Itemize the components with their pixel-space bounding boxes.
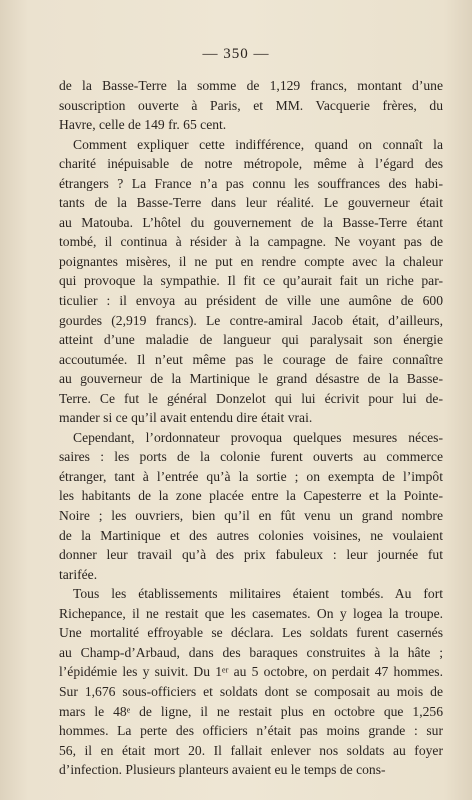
text-line: au Matouba. L’hôtel du gouvernement de la Basse-Terre étant: [59, 214, 443, 230]
text-line: Noire ; les ouvriers, bien qu’il en fût venu un grand nombre: [59, 508, 443, 524]
page-number: — 350 —: [202, 46, 270, 62]
text-line: tants de la Basse-Terre dans leur réalité. Le gouverneur était: [59, 195, 443, 211]
text-line: de la Basse-Terre la somme de 1,129 francs, montant d’une: [59, 78, 443, 93]
text-line: Terre. Ce fut le général Donzelot qui lui écrivit pour lui de-: [59, 390, 443, 406]
text-line: de la Martinique et des autres colonies voisines, ne voulaient: [59, 527, 443, 543]
text-line: Cependant, l’ordonnateur provoqua quelques mesures néces-: [73, 429, 443, 445]
text-line: accoutumée. Il n’eut même pas le courage de faire connaître: [59, 351, 443, 367]
text-line: hommes. La perte des officiers n’était pas moins grande : sur: [59, 723, 443, 739]
text-line: 56, il en était mort 20. Il fallait enlever nos soldats au foyer: [59, 742, 443, 758]
body-text: [59, 76, 443, 780]
text-line: Comment expliquer cette indifférence, quand on connaît la: [73, 136, 443, 152]
text-line: mars le 48ᵉ de ligne, il ne restait plus en octobre que 1,256: [59, 703, 443, 719]
text-line: étrangers ? La France n’a pas connu les souffrances des habi-: [59, 175, 443, 191]
text-line: atteint d’une maladie de langueur qui paralysait son énergie: [59, 332, 443, 348]
text-line: gourdes (2,919 francs). Le contre-amiral Jacob était, d’ailleurs,: [59, 312, 443, 328]
text-line: étranger, tant à l’entrée qu’à la sortie ; on exempta de l’impôt: [59, 468, 443, 484]
text-line: Havre, celle de 149 fr. 65 cent.: [59, 117, 227, 133]
text-line: mander si ce qu’il avait entendu dire était vrai.: [59, 410, 313, 426]
text-line: qui provoque la sympathie. Il fit ce qu’aurait fait un riche par-: [59, 273, 443, 289]
text-line: au gouverneur de la Martinique le grand désastre de la Basse-: [59, 371, 443, 387]
text-line: les habitants de la zone placée entre la Capesterre et la Pointe-: [59, 488, 443, 504]
text-line: l’épidémie les y suivit. Du 1ᵉʳ au 5 octobre, on perdait 47 hommes.: [59, 664, 443, 680]
text-line: Sur 1,676 sous-officiers et soldats dont se composait au mois de: [59, 683, 443, 699]
text-line: Richepance, il ne restait que les casemates. On y logea la troupe.: [59, 605, 443, 621]
text-line: charité inépuisable de notre métropole, même à l’égard des: [59, 156, 443, 172]
text-line: au Champ-d’Arbaud, dans des baraques construites à la hâte ;: [59, 644, 443, 660]
text-line: tarifée.: [59, 566, 98, 582]
text-line: donner leur travail qu’à des prix fabuleux : leur journée fut: [59, 547, 443, 563]
text-line: souscription ouverte à Paris, et MM. Vacquerie frères, du: [59, 97, 443, 113]
text-line: poignantes misères, il ne put en rendre compte avec la chaleur: [59, 253, 443, 269]
text-line: saires : les ports de la colonie furent ouverts au commerce: [59, 449, 443, 465]
text-line: d’infection. Plusieurs planteurs avaient eu le temps de cons-: [59, 762, 386, 778]
text-line: tombé, il continua à résider à la campagne. Ne voyant pas de: [59, 234, 443, 250]
text-line: Une mortalité effroyable se déclara. Les soldats furent casernés: [59, 625, 443, 641]
text-line: ticulier : il envoya au président de ville une aumône de 600: [59, 293, 443, 309]
text-line: Tous les établissements militaires étaient tombés. Au fort: [73, 586, 443, 602]
